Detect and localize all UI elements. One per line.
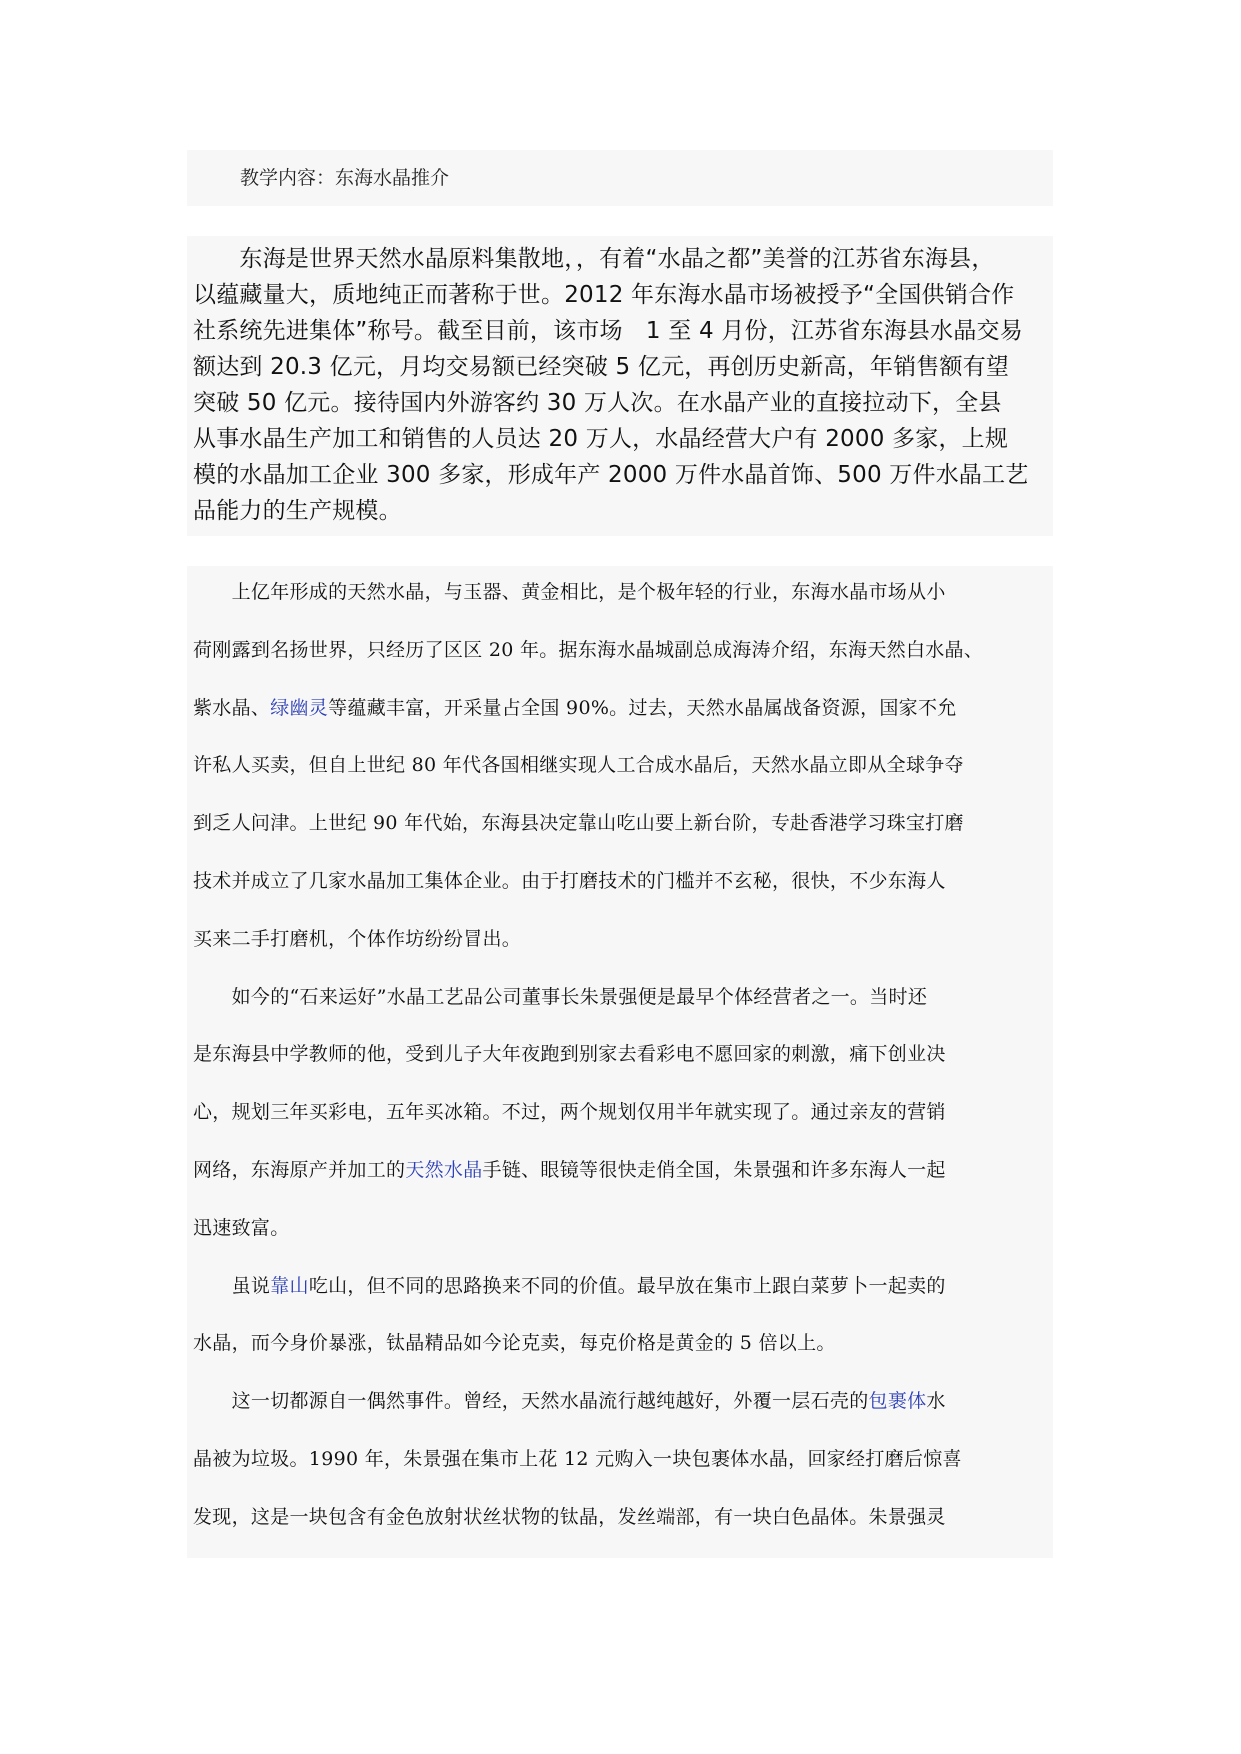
intro-line: 额达到 20.3 亿元，月均交易额已经突破 5 亿元，再创历史新高，年销售额有望 [193,354,1010,380]
body-text-segment: 水晶，而今身价暴涨，钛晶精品如今论克卖，每克价格是黄金的 5 倍以上。 [193,1332,836,1354]
intro-line: 品能力的生产规模。 [193,498,402,524]
body-text-segment: 技术并成立了几家水晶加工集体企业。由于打磨技术的门槛并不玄秘，很快，不少东海人 [193,870,946,892]
intro-line: 以蕴藏量大，质地纯正而著称于世。2012 年东海水晶市场被授予“全国供销合作 [193,282,1015,308]
body-line [193,1099,946,1125]
body-text-segment: 紫水晶、 [193,697,271,719]
body-line [193,1504,946,1530]
intro-line: 模的水晶加工企业 300 多家，形成年产 2000 万件水晶首饰、500 万件水晶工艺 [193,462,1029,488]
body-line [193,868,946,894]
body-line [193,695,957,721]
body-line [193,984,927,1010]
inline-link[interactable]: 绿幽灵 [270,697,329,719]
body-text-segment: 上亿年形成的天然水晶，与玉器、黄金相比，是个极年轻的行业，东海水晶市场从小 [193,581,946,603]
body-text-segment: 到乏人问津。上世纪 90 年代始，东海县决定靠山吃山要上新台阶，专赴香港学习珠宝打磨 [193,812,964,834]
body-text-segment: 这一切都源自一偶然事件。曾经，天然水晶流行越纯越好，外覆一层石壳的 [193,1390,869,1412]
body-line [193,1446,962,1472]
inline-link[interactable]: 靠山 [270,1275,309,1297]
body-text-segment: 吃山，但不同的思路换来不同的价值。最早放在集市上跟白菜萝卜一起卖的 [308,1275,946,1297]
intro-line: 从事水晶生产加工和销售的人员达 20 万人，水晶经营大户有 2000 多家，上规 [193,426,1009,452]
body-line [193,752,964,778]
inline-link[interactable]: 天然水晶 [405,1159,483,1181]
body-line [193,926,521,952]
body-line [193,1273,946,1299]
body-text-segment: 心，规划三年买彩电，五年买冰箱。不过，两个规划仅用半年就实现了。通过亲友的营销 [193,1101,946,1123]
body-text-segment: 水 [926,1390,946,1412]
body-text-segment: 荷刚露到名扬世界，只经历了区区 20 年。据东海水晶城副总成海涛介绍，东海天然白水晶、 [193,639,984,661]
body-line [193,1388,946,1414]
body-line [193,579,946,605]
intro-line: 东海是世界天然水晶原料集散地，，有着“水晶之都”美誉的江苏省东海县， [193,246,995,272]
body-text-segment: 迅速致富。 [193,1217,290,1239]
body-text-segment: 网络，东海原产并加工的 [193,1159,406,1181]
body-text-segment: 发现，这是一块包含有金色放射状丝状物的钛晶，发丝端部，有一块白色晶体。朱景强灵 [193,1506,946,1528]
body-text-segment: 手链、眼镜等很快走俏全国，朱景强和许多东海人一起 [482,1159,946,1181]
body-text-segment: 是东海县中学教师的他，受到儿子大年夜跑到别家去看彩电不愿回家的刺激，痛下创业决 [193,1043,946,1065]
body-line [193,637,983,663]
body-text-segment: 如今的“石来运好”水晶工艺品公司董事长朱景强便是最早个体经营者之一。当时还 [193,986,928,1008]
body-text-segment: 许私人买卖，但自上世纪 80 年代各国相继实现人工合成水晶后，天然水晶立即从全球争夺 [193,754,964,776]
body-line [193,1330,836,1356]
body-line [193,1215,290,1241]
body-line [193,810,964,836]
inline-link[interactable]: 包裹体 [868,1390,927,1412]
page-heading: 教学内容：东海水晶推介 [240,167,450,189]
body-text-segment: 晶被为垃圾。1990 年，朱景强在集市上花 12 元购入一块包裹体水晶，回家经打磨后惊喜 [193,1448,962,1470]
body-text-segment: 等蕴藏丰富，开采量占全国 90%。过去，天然水晶属战备资源，国家不允 [328,697,957,719]
body-line [193,1157,946,1183]
body-text-segment: 虽说 [193,1275,271,1297]
intro-line: 社系统先进集体”称号。截至目前，该市场 1 至 4 月份，江苏省东海县水晶交易 [193,318,1023,344]
body-text-segment: 买来二手打磨机，个体作坊纷纷冒出。 [193,928,522,950]
intro-line: 突破 50 亿元。接待国内外游客约 30 万人次。在水晶产业的直接拉动下，全县 [193,390,1002,416]
body-line [193,1041,946,1067]
